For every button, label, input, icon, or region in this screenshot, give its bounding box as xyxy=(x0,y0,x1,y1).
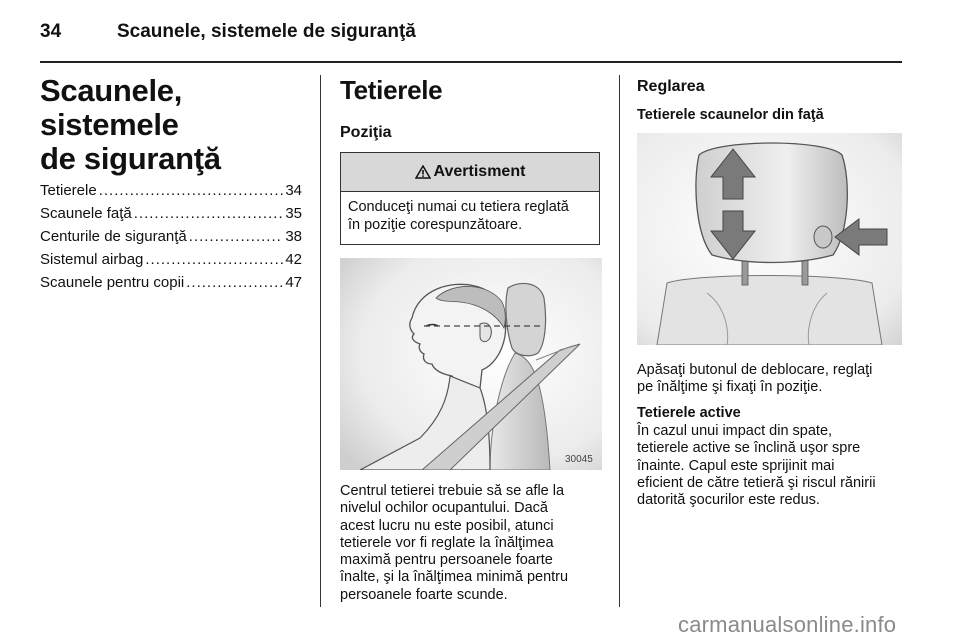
toc-label: Scaunele pentru copii xyxy=(40,274,185,291)
chapter-title xyxy=(40,74,310,176)
paragraph-line: tetierele vor fi reglate la înălţimea xyxy=(340,534,554,551)
active-headrests-title: Tetierele active xyxy=(637,405,741,421)
toc-label: Centurile de siguranţă xyxy=(40,228,187,245)
subsection-title-position: Poziţia xyxy=(340,124,392,141)
warning-header xyxy=(341,153,599,192)
toc-leader-dots xyxy=(145,248,283,271)
paragraph-line: înalte, şi la înălţimea minimă pentru xyxy=(340,569,569,586)
running-title: Scaunele, sistemele de siguranţă xyxy=(117,21,416,42)
toc-page-number: 38 xyxy=(285,228,302,245)
position-paragraph xyxy=(340,483,615,604)
adjustment-caption xyxy=(637,362,912,397)
toc-page-number: 34 xyxy=(285,182,302,199)
chapter-title-line: de siguranţă xyxy=(40,141,221,176)
paragraph-line: maximă pentru persoanele foarte xyxy=(340,552,553,569)
section-title-adjustment: Reglarea xyxy=(637,78,705,95)
toc-leader-dots xyxy=(134,202,284,225)
warning-title: Avertisment xyxy=(433,163,526,180)
toc-label: Tetierele xyxy=(40,182,97,199)
site-watermark: carmanualsonline.info xyxy=(678,612,897,637)
paragraph-line: eficient de către tetieră şi riscul rănirii xyxy=(637,474,876,491)
toc-leader-dots xyxy=(99,179,284,202)
toc-leader-dots xyxy=(186,271,283,294)
toc-entry[interactable] xyxy=(40,271,302,294)
column-divider-right xyxy=(619,75,620,607)
toc-label: Scaunele faţă xyxy=(40,205,132,222)
toc-page-number: 47 xyxy=(285,274,302,291)
warning-text-line: în poziţie corespunzătoare. xyxy=(348,217,523,233)
active-headrests-paragraph xyxy=(637,423,912,509)
toc-label: Sistemul airbag xyxy=(40,251,144,268)
section-title-headrests: Tetierele xyxy=(340,75,443,105)
column-divider-left xyxy=(320,75,321,607)
headrest-position-illustration xyxy=(340,258,602,470)
chapter-title-line: Scaunele, sistemele xyxy=(40,73,183,142)
paragraph-line: Centrul tetierei trebuie să se afle la xyxy=(340,483,565,499)
paragraph-line: datorită şocurilor este redus. xyxy=(637,492,820,509)
caption-line: Apăsaţi butonul de deblocare, reglaţi xyxy=(637,362,873,378)
toc-entry[interactable] xyxy=(40,179,302,202)
warning-box xyxy=(340,152,600,245)
paragraph-line: nivelul ochilor ocupantului. Dacă xyxy=(340,500,548,517)
caption-line: pe înălţime şi fixaţi în poziţie. xyxy=(637,379,823,396)
subsection-title-front-headrests: Tetierele scaunelor din faţă xyxy=(637,107,824,123)
paragraph-line: În cazul unui impact din spate, xyxy=(637,423,833,439)
paragraph-line: acest lucru nu este posibil, atunci xyxy=(340,517,554,534)
warning-triangle-icon xyxy=(415,165,431,179)
toc-leader-dots xyxy=(189,225,284,248)
toc-entry[interactable] xyxy=(40,225,302,248)
page-number: 34 xyxy=(40,21,62,42)
toc-entry[interactable] xyxy=(40,248,302,271)
table-of-contents xyxy=(40,179,302,294)
warning-text-line: Conduceţi numai cu tetiera reglată xyxy=(348,199,569,215)
header-rule xyxy=(40,61,902,63)
toc-entry[interactable] xyxy=(40,202,302,225)
figure-code: 30045 xyxy=(565,454,593,465)
toc-page-number: 42 xyxy=(285,251,302,268)
headrest-adjustment-illustration xyxy=(637,133,902,345)
warning-text xyxy=(341,192,599,234)
paragraph-line: persoanele foarte scunde. xyxy=(340,586,508,603)
paragraph-line: înainte. Capul este sprijinit mai xyxy=(637,457,835,474)
toc-page-number: 35 xyxy=(285,205,302,222)
paragraph-line: tetierele active se înclină uşor spre xyxy=(637,440,861,457)
